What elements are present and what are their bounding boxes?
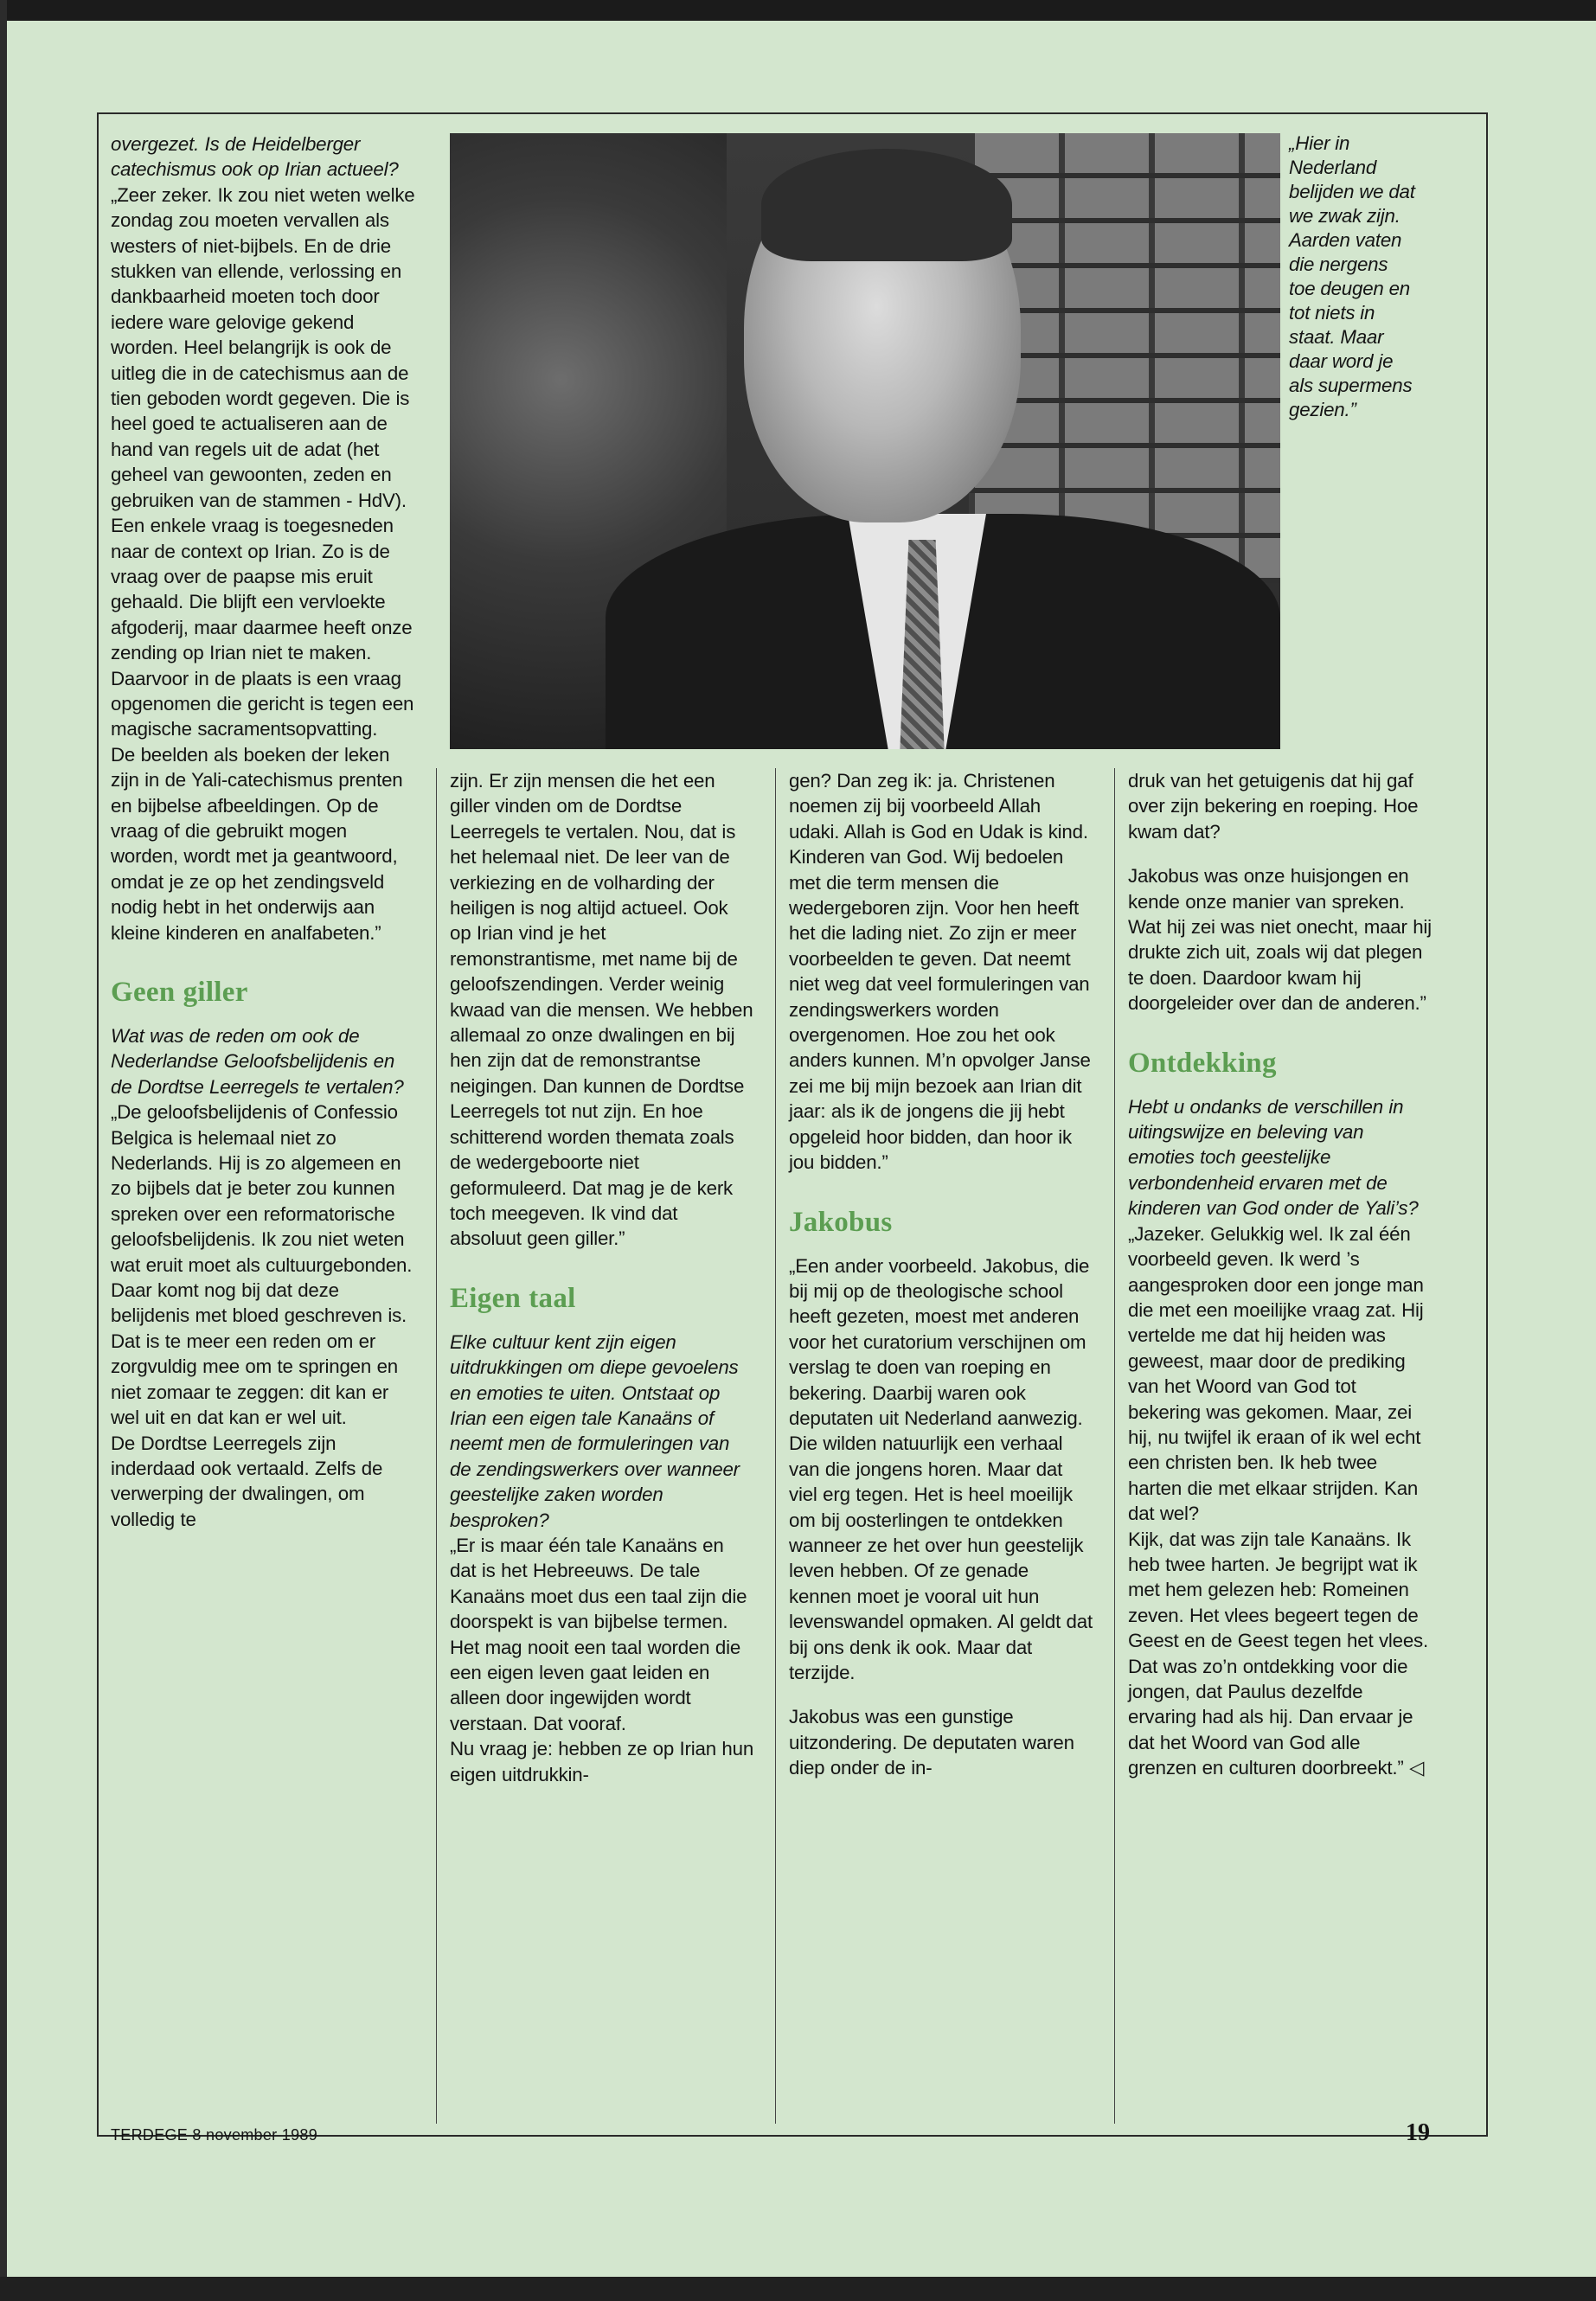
answer-paragraph: gen? Dan zeg ik: ja. Christenen noemen zij bij voorbeeld Allah udaki. Allah is God en Udak is kind. Kinderen van God. Wij bedoelen met die term mensen die wedergeboren zijn. Voor hen heeft het die lading niet. Zo zijn er meer voorbeelden te geven. Dat neemt niet weg dat veel formuleringen van zendingswerkers worden overgenomen. Hoe zou het ook anders kunnen. M’n opvolger Janse zei me bij mijn bezoek aan Irian dit jaar: als ik de jongens die jij hebt opgeleid hoor bidden, dan hoor ik jou bidden.” — [789, 770, 1091, 1174]
answer-paragraph: Jakobus was een gunstige uitzondering. De deputaten waren diep onder de in- — [789, 1706, 1074, 1779]
column-2 — [450, 768, 754, 1787]
column-3 — [789, 768, 1093, 1781]
portrait-photo — [450, 133, 1280, 749]
section-heading-eigen-taal: Eigen taal — [450, 1282, 576, 1314]
end-mark-icon: ◁ — [1409, 1757, 1425, 1779]
scan-edge-bottom — [0, 2277, 1596, 2301]
answer-paragraph: Nu vraag je: hebben ze op Irian hun eigen uitdrukkin- — [450, 1738, 754, 1785]
answer-paragraph: druk van het getuigenis dat hij gaf over zijn bekering en roeping. Hoe kwam dat? — [1128, 770, 1419, 843]
answer-paragraph: „Een ander voorbeeld. Jakobus, die bij mij op de theologische school heeft gezeten, moest met anderen voor het curatorium verschijnen om verslag te doen van roeping en bekering. Daarbij waren ook deputaten uit Nederland aanwezig. Die wilden natuurlijk een verhaal van die jongens horen. Maar dat viel erg tegen. Het is heel moeilijk om bij oosterlingen te ontdekken wanneer ze het over hun geestelijk leven hebben. Of ze genade kennen moet je vooral uit hun levenswandel opmaken. Al geldt dat bij ons denk ik ook. Maar dat terzijde. — [789, 1254, 1093, 1683]
question-text: Elke cultuur kent zijn eigen uitdrukkingen om diepe gevoelens en emoties te uiten. Ontstaat op Irian een eigen tale Kanaäns of neemt men de formuleringen van de zendingswerkers over wanneer geestelijke zaken worden besproken? — [450, 1330, 740, 1531]
column-1 — [111, 131, 415, 1532]
answer-paragraph — [1128, 1527, 1433, 1781]
column-rule — [1114, 768, 1115, 2124]
column-rule — [775, 768, 776, 2124]
answer-paragraph: Jakobus was onze huisjongen en kende onze manier van spreken. Wat hij zei was niet onecht, maar hij drukte zich uit, zoals wij dat plegen te doen. Daardoor kwam hij doorgeleider over dan de anderen.” — [1128, 865, 1432, 1015]
answer-paragraph: zijn. Er zijn mensen die het een giller vinden om de Dordtse Leerregels te vertalen. Nou, dat is het helemaal niet. De leer van de verkiezing en de volharding der heiligen is nog altijd actueel. Ook op Irian vind je het remonstrantisme, met name bij de geloofszendingen. Verder weinig kwaad van die mensen. We hebben allemaal zo onze dwalingen en bij hen zijn dat de remonstrantse neigingen. Dan kunnen de Dordtse Leerregels tot nut zijn. En hoe schitterend worden themata zoals de wedergeboorte niet geformuleerd. Dat mag je de kerk toch meegeven. Ik vind dat absoluut geen giller.” — [450, 770, 753, 1250]
answer-text: Kijk, dat was zijn tale Kanaäns. Ik heb twee harten. Je begrijpt wat ik met hem gelezen heb: Romeinen zeven. Het vlees begeert tegen de Geest en de Geest tegen het vlees. Dat was zo’n ontdekking voor die jongen, dat Paulus dezelfde ervaring had als hij. Dan ervaar je dat het Woord van God alle grenzen en culturen doorbreekt.” — [1128, 1528, 1428, 1779]
scan-edge-left — [0, 0, 7, 2301]
section-heading-jakobus: Jakobus — [789, 1206, 893, 1238]
pull-quote: „Hier in Nederland belijden we dat we zwak zijn. Aarden vaten die nergens toe deugen en tot niets in staat. Maar daar word je als supermens gezien.” — [1289, 132, 1415, 420]
column-rule — [436, 768, 437, 2124]
scan-edge-top — [0, 0, 1596, 21]
section-heading-ontdekking: Ontdekking — [1128, 1047, 1277, 1079]
photo-hair — [761, 149, 1012, 261]
answer-paragraph: De Dordtse Leerregels zijn inderdaad ook vertaald. Zelfs de verwerping der dwalingen, om volledig te — [111, 1432, 383, 1530]
answer-paragraph: „De geloofsbelijdenis of Confessio Belgica is helemaal niet zo Nederlands. Hij is zo algemeen en zo bijbels dat je beter zou kunnen spreken over een reformatorische geloofsbelijdenis. Ik zou niet weten wat eruit moet als cultuurgebonden. Daar komt nog bij dat deze belijdenis met bloed geschreven is. Dat is te meer een reden om er zorgvuldig mee om te springen en niet zomaar te zeggen: dit kan er wel uit en dat kan er wel uit. — [111, 1101, 413, 1429]
answer-paragraph: „Zeer zeker. Ik zou niet weten welke zondag zou moeten vervallen als westers of niet-bijbels. En de drie stukken van ellende, verlossing en dankbaarheid moeten toch door iedere ware gelovige gekend worden. Heel belangrijk is ook de uitleg die in de catechismus aan de tien geboden wordt gegeven. Die is heel goed te actualiseren aan de hand van regels uit de adat (het geheel van gewoonten, zeden en gebruiken van de stammen - HdV). Een enkele vraag is toegesneden naar de context op Irian. Zo is de vraag over de paapse mis eruit gehaald. Die blijft een vervloekte afgoderij, maar daarmee heeft onze zending op Irian niet te maken. Daarvoor in de plaats is een vraag opgenomen die gericht is tegen een magische sacramentsopvatting. — [111, 183, 415, 740]
answer-paragraph: „Er is maar één tale Kanaäns en dat is het Hebreeuws. De tale Kanaäns moet dus een taal zijn die doorspekt is van bijbelse termen. Het mag nooit een taal worden die een eigen leven gaat leiden en alleen door ingewijden wordt verstaan. Dat vooraf. — [450, 1534, 747, 1734]
question-text: Hebt u ondanks de verschillen in uitingswijze en beleving van emoties toch geestelijke verbondenheid ervaren met de kinderen van God onder de Yali’s? — [1128, 1095, 1419, 1220]
page-number: 19 — [1406, 2119, 1430, 2146]
footer-publication: TERDEGE 8 november 1989 — [111, 2126, 318, 2144]
answer-paragraph: De beelden als boeken der leken zijn in de Yali-catechismus prenten en bijbelse afbeeldingen. Op de vraag of die gebruikt mogen worden, wordt met ja geantwoord, omdat je ze op het zendingsveld nodig hebt in het onderwijs aan kleine kinderen en analfabeten.” — [111, 743, 403, 944]
question-text: overgezet. Is de Heidelberger catechismus ook op Irian actueel? — [111, 133, 399, 181]
answer-paragraph: „Jazeker. Gelukkig wel. Ik zal één voorbeeld geven. Ik werd ’s aangesproken door een jonge man die met een moeilijke vraag zat. Hij vertelde me dat hij heiden was geweest, maar door de prediking van het Woord van God tot bekering was gekomen. Maar, zei hij, nu twijfel ik eraan of ik wel echt een christen ben. Ik heb twee harten die met elkaar strijden. Kan dat wel? — [1128, 1222, 1424, 1525]
column-4 — [1128, 768, 1433, 1781]
section-heading-geen-giller: Geen giller — [111, 977, 248, 1008]
question-text: Wat was de reden om ook de Nederlandse Geloofsbelijdenis en de Dordtse Leerregels te vertalen? — [111, 1025, 404, 1098]
